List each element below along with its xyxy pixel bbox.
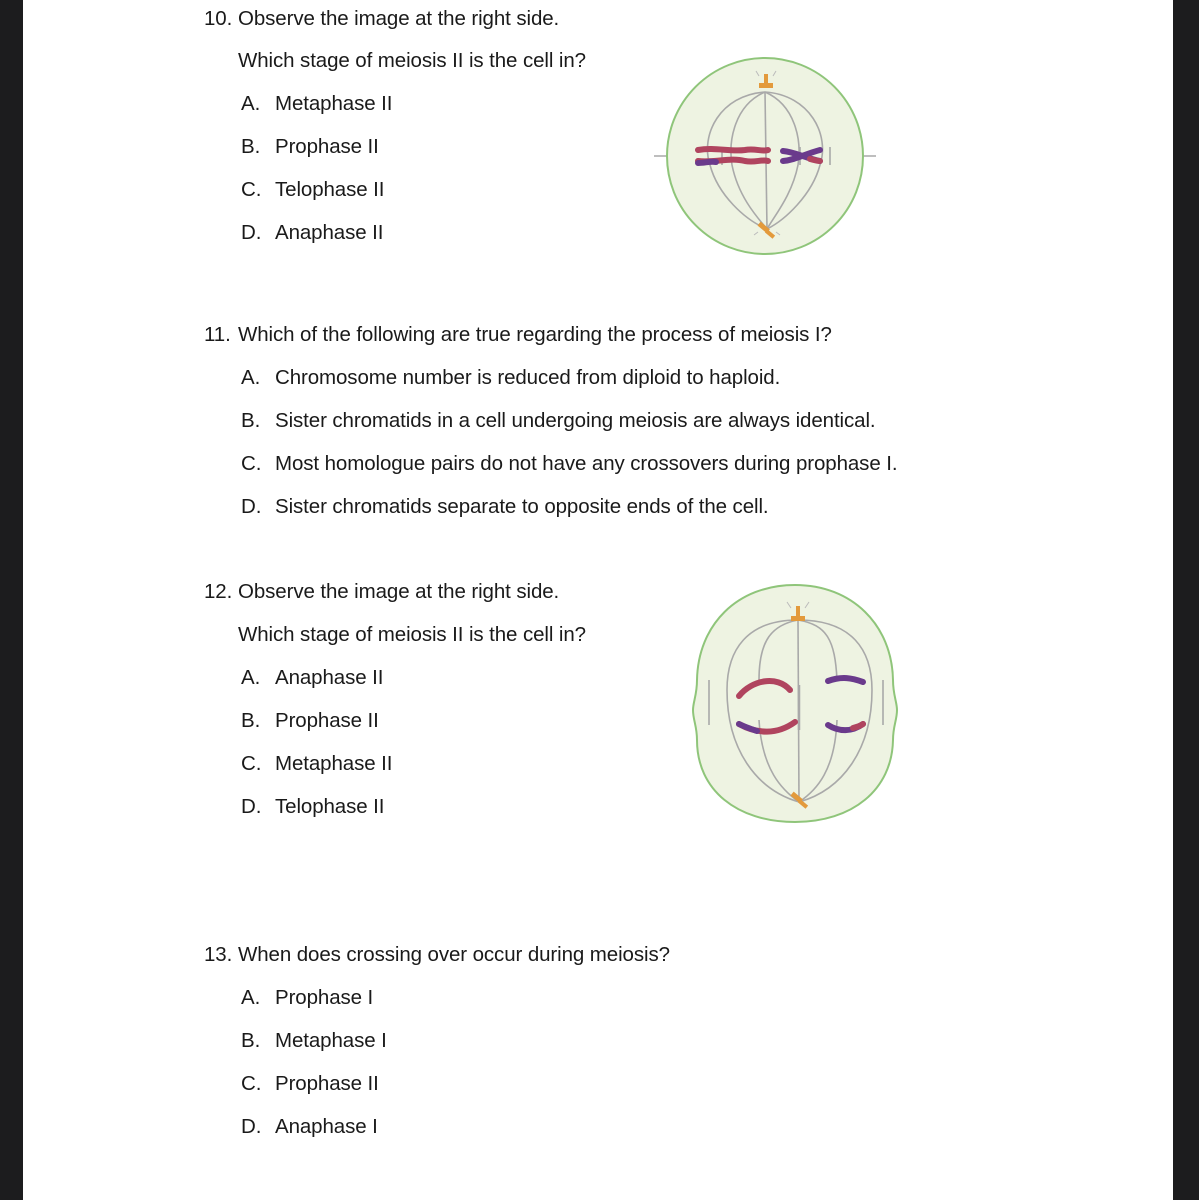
option-letter: D. bbox=[241, 1115, 262, 1138]
option-letter: B. bbox=[241, 1029, 261, 1052]
option-text: Telophase II bbox=[275, 795, 385, 818]
option-text: Chromosome number is reduced from diploid to haploid. bbox=[275, 366, 781, 389]
question-stem: Which of the following are true regarding the process of meiosis I? bbox=[238, 323, 832, 346]
option-text: Prophase II bbox=[275, 709, 379, 732]
option-letter: C. bbox=[241, 752, 262, 775]
option-text: Anaphase II bbox=[275, 221, 384, 244]
question-sub-stem: Which stage of meiosis II is the cell in? bbox=[238, 623, 586, 646]
option-text: Metaphase II bbox=[275, 92, 393, 115]
document-page bbox=[23, 0, 1173, 1200]
option-letter: B. bbox=[241, 135, 261, 158]
question-number: 12. bbox=[204, 580, 233, 603]
option-letter: C. bbox=[241, 178, 262, 201]
question-number: 13. bbox=[204, 943, 233, 966]
option-text: Anaphase I bbox=[275, 1115, 378, 1138]
option-letter: D. bbox=[241, 795, 262, 818]
option-text: Prophase II bbox=[275, 135, 379, 158]
cell-anaphase-ii-diagram bbox=[687, 580, 903, 830]
option-text: Sister chromatids separate to opposite ends of the cell. bbox=[275, 495, 769, 518]
option-text: Prophase II bbox=[275, 1072, 379, 1095]
option-letter: D. bbox=[241, 221, 262, 244]
option-text: Sister chromatids in a cell undergoing meiosis are always identical. bbox=[275, 409, 876, 432]
option-letter: B. bbox=[241, 709, 261, 732]
option-letter: A. bbox=[241, 986, 261, 1009]
question-number: 10. bbox=[204, 7, 233, 30]
option-letter: D. bbox=[241, 495, 262, 518]
option-text: Telophase II bbox=[275, 178, 385, 201]
question-stem: Observe the image at the right side. bbox=[238, 7, 560, 30]
option-letter: A. bbox=[241, 92, 261, 115]
option-text: Metaphase II bbox=[275, 752, 393, 775]
question-stem: When does crossing over occur during meiosis? bbox=[238, 943, 670, 966]
cell-metaphase-ii-diagram bbox=[650, 55, 880, 260]
option-text: Anaphase II bbox=[275, 666, 384, 689]
option-text: Metaphase I bbox=[275, 1029, 387, 1052]
option-letter: C. bbox=[241, 1072, 262, 1095]
option-letter: A. bbox=[241, 666, 261, 689]
question-sub-stem: Which stage of meiosis II is the cell in? bbox=[238, 49, 586, 72]
question-number: 11. bbox=[204, 323, 231, 346]
option-letter: A. bbox=[241, 366, 261, 389]
option-letter: C. bbox=[241, 452, 262, 475]
option-letter: B. bbox=[241, 409, 261, 432]
question-stem: Observe the image at the right side. bbox=[238, 580, 560, 603]
option-text: Most homologue pairs do not have any crossovers during prophase I. bbox=[275, 452, 898, 475]
option-text: Prophase I bbox=[275, 986, 374, 1009]
